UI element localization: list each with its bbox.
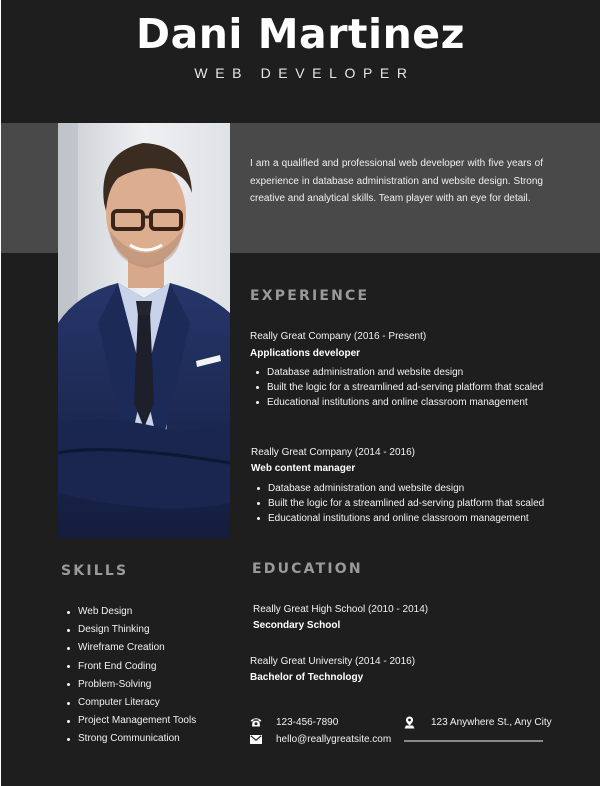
skill-item: Web Design (66, 603, 196, 621)
location-pin-icon (404, 716, 415, 729)
experience-heading: EXPERIENCE (250, 288, 370, 304)
skill-item: Design Thinking (66, 621, 196, 639)
skills-heading: SKILLS (61, 563, 129, 579)
resume-page (1, 0, 600, 786)
phone-icon (250, 717, 262, 727)
street-address: 123 Anywhere St., Any City (431, 717, 552, 728)
education-heading: EDUCATION (252, 561, 363, 577)
envelope-icon (250, 735, 262, 744)
list-item: Database administration and website design (252, 481, 544, 496)
skill-item: Front End Coding (66, 658, 196, 676)
list-item: Built the logic for a streamlined ad-serving platform that scaled (252, 496, 544, 511)
experience-role: Applications developer (250, 348, 361, 359)
education-degree: Secondary School (253, 620, 341, 631)
education-school: Really Great High School (2010 - 2014) (253, 604, 429, 615)
email-address[interactable]: hello@reallygreatsite.com (276, 734, 392, 745)
skill-item: Problem-Solving (66, 676, 196, 694)
list-item: Educational institutions and online classroom management (252, 511, 544, 526)
list-item: Database administration and website design (251, 365, 543, 380)
phone-number[interactable]: 123-456-7890 (276, 717, 339, 728)
list-item: Built the logic for a streamlined ad-serving platform that scaled (251, 380, 543, 395)
skill-item: Project Management Tools (66, 712, 196, 730)
experience-bullets (252, 481, 544, 527)
skill-item: Computer Literacy (66, 694, 196, 712)
profile-photo (58, 123, 230, 538)
experience-org: Really Great Company (2014 - 2016) (251, 447, 415, 458)
education-degree: Bachelor of Technology (250, 672, 364, 683)
candidate-name: Dani Martinez (136, 10, 465, 58)
job-title: WEB DEVELOPER (194, 65, 415, 81)
skills-list (66, 603, 196, 749)
experience-org: Really Great Company (2016 - Present) (250, 331, 427, 342)
divider (404, 740, 543, 742)
skill-item: Wireframe Creation (66, 639, 196, 657)
experience-role: Web content manager (251, 463, 356, 474)
experience-bullets (251, 365, 543, 411)
profile-summary: I am a qualified and professional web developer with five years of experience in database administration and website design. Strong creative and analytical skills. Team player with an eye for detail. (250, 158, 543, 204)
portrait-illustration (58, 123, 230, 538)
skill-item: Strong Communication (66, 730, 196, 748)
education-school: Really Great University (2014 - 2016) (250, 656, 416, 667)
list-item: Educational institutions and online classroom management (251, 395, 543, 410)
